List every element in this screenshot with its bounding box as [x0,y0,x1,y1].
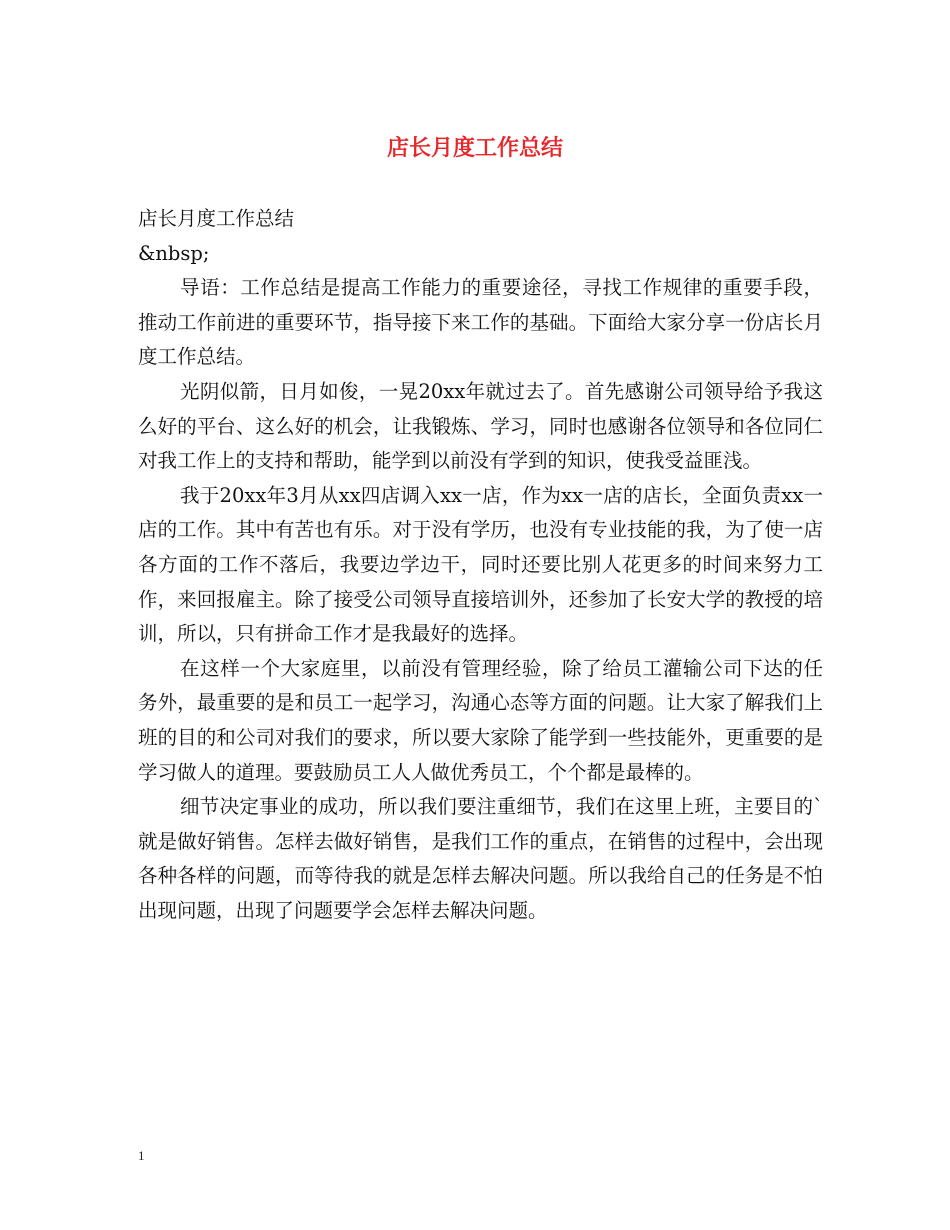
document-title: 店长月度工作总结 [386,135,563,161]
page-number: 1 [138,1148,145,1163]
document-subtitle: 店长月度工作总结 [138,207,295,230]
paragraph-transfer: 我于20xx年3月从xx四店调入xx一店，作为xx一店的店长，全面负责xx一店的工作。其中有苦也有乐。对于没有学历，也没有专业技能的我，为了使一店各方面的工作不落后，我要边学边干，同时还要比别人花更多的时间来努力工作，来回报雇主。除了接受公司领导直接培训外，还参加了长安大学的教授的培训，所以，只有拼命工作才是我最好的选择。 [138,483,823,646]
paragraph-details: 细节决定事业的成功，所以我们要注重细节，我们在这里上班，主要目的`就是做好销售。怎样去做好销售，是我们工作的重点，在销售的过程中，会出现各种各样的问题，而等待我的就是怎样去解决问题。所以我给自己的任务是不怕出现问题，出现了问题要学会怎样去解决问题。 [138,795,823,922]
paragraph-intro: 导语：工作总结是提高工作能力的重要途径，寻找工作规律的重要手段，推动工作前进的重要环节，指导接下来工作的基础。下面给大家分享一份店长月度工作总结。 [138,276,823,369]
nbsp-artifact-text: &nbsp; [138,241,210,265]
paragraph-team: 在这样一个大家庭里，以前没有管理经验，除了给员工灌输公司下达的任务外，最重要的是和员工一起学习，沟通心态等方面的问题。让大家了解我们上班的目的和公司对我们的要求，所以要大家除了能学到一些技能外，更重要的是学习做人的道理。要鼓励员工人人做优秀员工，个个都是最棒的。 [138,656,823,784]
paragraph-thanks: 光阴似箭，日月如俊，一晃20xx年就过去了。首先感谢公司领导给予我这么好的平台、这么好的机会，让我锻炼、学习，同时也感谢各位领导和各位同仁对我工作上的支持和帮助，能学到以前没有学到的知识，使我受益匪浅。 [138,379,823,473]
document-body [138,202,823,928]
